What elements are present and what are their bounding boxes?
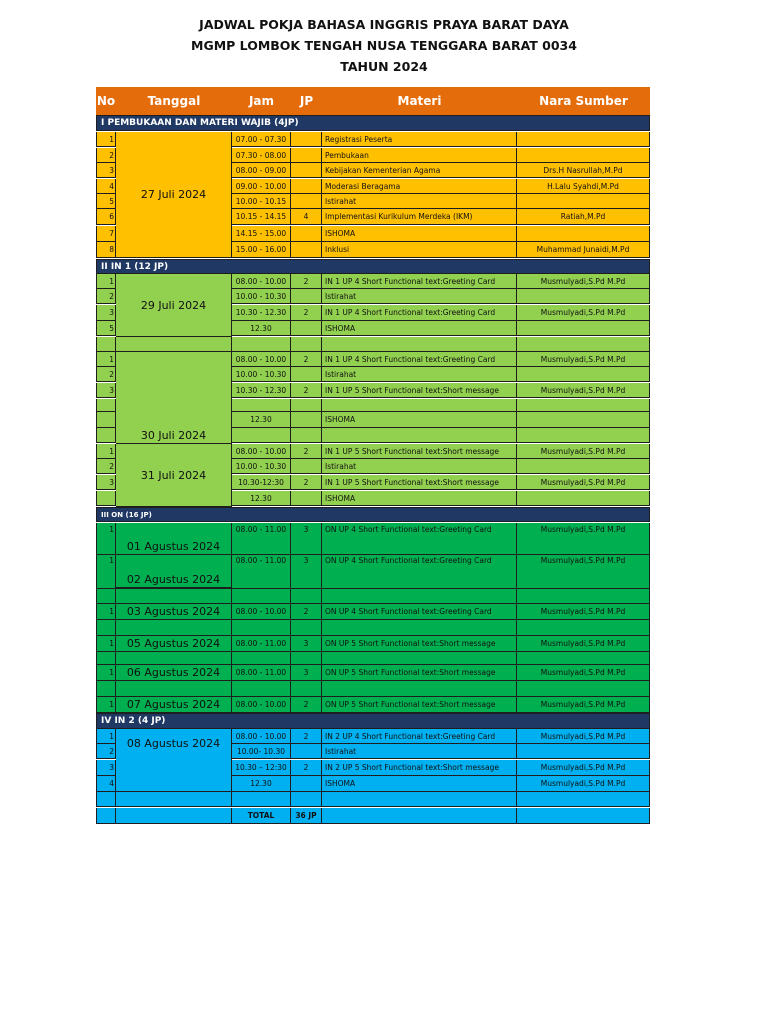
cell-no: 2: [96, 459, 116, 474]
tanggal-date: 30 Juli 2024: [116, 352, 232, 444]
cell-materi: Implementasi Kurikulum Merdeka (IKM): [322, 209, 517, 225]
cell-jam: 10.30 - 12.30: [232, 305, 291, 321]
cell-materi: Inklusi: [322, 242, 517, 258]
cell-nara: [517, 792, 650, 807]
cell-nara: Musmulyadi,S.Pd M.Pd: [517, 729, 650, 744]
cell-jam: 07.00 - 07.30: [232, 132, 291, 147]
table-row-spacer: [96, 588, 650, 604]
cell-nara: Musmulyadi,S.Pd M.Pd: [517, 352, 650, 367]
cell-jp: [291, 132, 322, 147]
table-cell: [96, 620, 116, 636]
table-cell: [322, 652, 517, 665]
cell-materi: IN 2 UP 5 Short Functional text:Short message: [322, 760, 517, 776]
header-jam: Jam: [248, 94, 275, 108]
cell-nara: [517, 459, 650, 474]
cell-nara: Musmulyadi,S.Pd M.Pd: [517, 383, 650, 398]
cell-jam: 10.00 - 10.15: [232, 194, 291, 209]
cell-jam: [232, 337, 291, 352]
cell-no: [96, 808, 116, 824]
cell-jam: 09.00 - 10.00: [232, 179, 291, 194]
cell-jp: 3: [291, 636, 322, 652]
cell-materi: IN 2 UP 4 Short Functional text:Greeting Card: [322, 729, 517, 744]
cell-materi: ON UP 4 Short Functional text:Greeting Card: [322, 555, 517, 589]
cell-jp: [291, 148, 322, 163]
cell-nara: [517, 428, 650, 443]
cell-materi: ISHOMA: [322, 226, 517, 242]
cell-materi: ON UP 5 Short Functional text:Short message: [322, 636, 517, 652]
cell-jp: [291, 289, 322, 304]
cell-nara: [517, 744, 650, 759]
cell-jp: 2: [291, 305, 322, 321]
cell-jam: 08.00 - 10.00: [232, 444, 291, 459]
cell-jam: 08.00 - 11.00: [232, 555, 291, 589]
cell-materi: Moderasi Beragama: [322, 179, 517, 194]
cell-materi: Istirahat: [322, 289, 517, 304]
cell-nara: [517, 399, 650, 412]
cell-nara: [517, 337, 650, 352]
cell-materi: ISHOMA: [322, 412, 517, 428]
cell-jam: 07.30 - 08.00: [232, 148, 291, 163]
cell-jam: 08.00 - 11.00: [232, 523, 291, 555]
cell-jam: 12.30: [232, 412, 291, 428]
cell-nara: [517, 321, 650, 336]
cell-jam: 08.00 - 10.00: [232, 274, 291, 289]
cell-materi: Istirahat: [322, 367, 517, 382]
cell-nara: [517, 808, 650, 824]
table-row: [96, 337, 650, 352]
cell-jp: 3: [291, 523, 322, 555]
cell-nara: Musmulyadi,S.Pd M.Pd: [517, 636, 650, 652]
cell-materi: Kebijakan Kementerian Agama: [322, 163, 517, 178]
cell-nara: Musmulyadi,S.Pd M.Pd: [517, 760, 650, 776]
cell-nara: Musmulyadi,S.Pd M.Pd: [517, 665, 650, 681]
cell-jp: [291, 399, 322, 412]
cell-no: 5: [96, 321, 116, 336]
cell-no: 1: [96, 132, 116, 147]
cell-materi: IN 1 UP 4 Short Functional text:Greeting Card: [322, 352, 517, 367]
section-header: III ON (16 JP): [96, 507, 650, 522]
cell-no: 2: [96, 148, 116, 163]
cell-no: 6: [96, 209, 116, 225]
cell-no: 3: [96, 760, 116, 776]
cell-nara: Musmulyadi,S.Pd M.Pd: [517, 444, 650, 459]
cell-jam: 10.00 - 10.30: [232, 459, 291, 474]
table-cell: [232, 588, 291, 604]
cell-materi: ISHOMA: [322, 321, 517, 336]
cell-no: 2: [96, 289, 116, 304]
cell-no: 5: [96, 194, 116, 209]
section-header: I PEMBUKAAN DAN MATERI WAJIB (4JP): [96, 115, 650, 131]
cell-nara: Ratiah,M.Pd: [517, 209, 650, 225]
cell-no: [96, 792, 116, 807]
table-row-spacer: [96, 620, 650, 636]
cell-jp: [291, 226, 322, 242]
cell-nara: H.Lalu Syahdi,M.Pd: [517, 179, 650, 194]
cell-materi: [322, 428, 517, 443]
cell-nara: Musmulyadi,S.Pd M.Pd: [517, 475, 650, 490]
cell-jam: 10.30-12:30: [232, 475, 291, 490]
table-cell: [116, 652, 232, 665]
cell-jp: 2: [291, 444, 322, 459]
cell-materi: ISHOMA: [322, 776, 517, 792]
cell-jam: 10.00 - 10.30: [232, 367, 291, 382]
cell-jp: [291, 412, 322, 428]
cell-no: 1: [96, 444, 116, 459]
cell-no: 1: [96, 274, 116, 289]
cell-materi: ON UP 4 Short Functional text:Greeting Card: [322, 604, 517, 620]
header-materi: Materi: [397, 94, 442, 108]
cell-materi: Registrasi Peserta: [322, 132, 517, 147]
table-cell: [517, 620, 650, 636]
cell-no: [96, 428, 116, 443]
cell-jp: 2: [291, 274, 322, 289]
cell-jam: 08.00 - 10.00: [232, 604, 291, 620]
cell-materi: IN 1 UP 4 Short Functional text:Greeting Card: [322, 305, 517, 321]
cell-no: 2: [96, 744, 116, 759]
cell-materi: ON UP 5 Short Functional text:Short message: [322, 697, 517, 713]
cell-no: [96, 399, 116, 412]
table-header: [96, 87, 650, 115]
cell-jam: 10.00- 10.30: [232, 744, 291, 759]
cell-jp: [291, 337, 322, 352]
table-cell: [116, 620, 232, 636]
table-cell: [116, 588, 232, 604]
cell-materi: Istirahat: [322, 194, 517, 209]
cell-nara: Musmulyadi,S.Pd M.Pd: [517, 555, 650, 589]
cell-jp: [291, 163, 322, 178]
title-line-3: TAHUN 2024: [340, 59, 428, 74]
cell-nara: [517, 412, 650, 428]
cell-nara: Musmulyadi,S.Pd M.Pd: [517, 274, 650, 289]
cell-no: 7: [96, 226, 116, 242]
cell-jp: 2: [291, 383, 322, 398]
cell-jp: 36 JP: [291, 808, 322, 824]
cell-jp: [291, 321, 322, 336]
table-cell: [291, 652, 322, 665]
cell-jam: 12.30: [232, 321, 291, 336]
table-cell: [116, 681, 232, 697]
header-jp: JP: [299, 94, 314, 108]
cell-jp: [291, 242, 322, 258]
cell-nara: Muhammad Junaidi,M.Pd: [517, 242, 650, 258]
table-cell: [291, 681, 322, 697]
table-cell: [232, 652, 291, 665]
cell-jam: 10.00 - 10.30: [232, 289, 291, 304]
cell-materi: Istirahat: [322, 459, 517, 474]
cell-nara: Musmulyadi,S.Pd M.Pd: [517, 776, 650, 792]
cell-no: 4: [96, 179, 116, 194]
table-cell: [96, 588, 116, 604]
cell-jam: 08.00 - 11.00: [232, 665, 291, 681]
cell-no: 3: [96, 383, 116, 398]
tanggal-cell: [116, 808, 232, 824]
table-cell: [322, 588, 517, 604]
table-row: [96, 808, 650, 824]
cell-jam: TOTAL: [232, 808, 291, 824]
cell-nara: [517, 491, 650, 506]
cell-jam: 08.00 - 10.00: [232, 697, 291, 713]
title-line-1: JADWAL POKJA BAHASA INGGRIS PRAYA BARAT DAYA: [199, 17, 569, 32]
table-cell: [291, 588, 322, 604]
table-cell: [232, 681, 291, 697]
cell-no: 3: [96, 475, 116, 490]
cell-no: [96, 412, 116, 428]
cell-jp: 2: [291, 604, 322, 620]
cell-nara: Musmulyadi,S.Pd M.Pd: [517, 523, 650, 555]
cell-no: 1: [96, 352, 116, 367]
cell-materi: [322, 792, 517, 807]
tanggal-date: 01 Agustus 2024: [116, 523, 232, 555]
section-header: II IN 1 (12 JP): [96, 259, 650, 274]
cell-jp: 3: [291, 555, 322, 589]
cell-no: 1: [96, 523, 116, 555]
cell-nara: [517, 194, 650, 209]
cell-nara: Musmulyadi,S.Pd M.Pd: [517, 604, 650, 620]
cell-jp: [291, 179, 322, 194]
cell-no: [96, 491, 116, 506]
cell-jam: 10.30 - 12.30: [232, 383, 291, 398]
table-cell: [232, 620, 291, 636]
table-cell: [517, 681, 650, 697]
cell-nara: [517, 226, 650, 242]
cell-nara: [517, 367, 650, 382]
tanggal-date: 02 Agustus 2024: [116, 555, 232, 588]
cell-jam: 12.30: [232, 776, 291, 792]
tanggal-date: 31 Juli 2024: [116, 444, 232, 507]
cell-materi: [322, 337, 517, 352]
cell-materi: IN 1 UP 4 Short Functional text:Greeting Card: [322, 274, 517, 289]
document-title: [0, 14, 768, 77]
table-cell: [291, 620, 322, 636]
table-row-spacer: [96, 652, 650, 665]
cell-no: 1: [96, 729, 116, 744]
table-cell: [322, 681, 517, 697]
cell-jp: [291, 491, 322, 506]
tanggal-date: 27 Juli 2024: [116, 132, 232, 258]
cell-jam: 12.30: [232, 491, 291, 506]
cell-materi: IN 1 UP 5 Short Functional text:Short message: [322, 475, 517, 490]
cell-no: [96, 337, 116, 352]
cell-jam: 15.00 - 16.00: [232, 242, 291, 258]
cell-no: 1: [96, 665, 116, 681]
cell-materi: Pembukaan: [322, 148, 517, 163]
cell-jp: 2: [291, 352, 322, 367]
tanggal-date: 29 Juli 2024: [116, 274, 232, 337]
cell-materi: Istirahat: [322, 744, 517, 759]
cell-nara: [517, 289, 650, 304]
table-row: [96, 792, 650, 807]
cell-materi: ON UP 4 Short Functional text:Greeting Card: [322, 523, 517, 555]
cell-jam: 08.00 - 10.00: [232, 729, 291, 744]
cell-no: 1: [96, 555, 116, 589]
cell-materi: IN 1 UP 5 Short Functional text:Short message: [322, 383, 517, 398]
tanggal-date: 05 Agustus 2024: [116, 636, 232, 652]
cell-no: 8: [96, 242, 116, 258]
cell-no: 4: [96, 776, 116, 792]
cell-jp: 2: [291, 729, 322, 744]
cell-nara: Drs.H Nasrullah,M.Pd: [517, 163, 650, 178]
cell-jp: 2: [291, 697, 322, 713]
tanggal-cell: [116, 792, 232, 807]
cell-no: 1: [96, 697, 116, 713]
table-cell: [517, 652, 650, 665]
tanggal-date: 08 Agustus 2024: [116, 729, 232, 792]
tanggal-date: 06 Agustus 2024: [116, 665, 232, 681]
cell-jp: [291, 367, 322, 382]
table-cell: [517, 588, 650, 604]
cell-jp: [291, 744, 322, 759]
cell-jp: [291, 194, 322, 209]
cell-jp: 2: [291, 475, 322, 490]
cell-nara: Musmulyadi,S.Pd M.Pd: [517, 305, 650, 321]
cell-jam: [232, 792, 291, 807]
cell-nara: [517, 132, 650, 147]
cell-materi: [322, 399, 517, 412]
cell-jam: 08.00 - 11.00: [232, 636, 291, 652]
cell-no: 1: [96, 604, 116, 620]
cell-nara: [517, 148, 650, 163]
header-tanggal: Tanggal: [147, 94, 201, 108]
title-line-2: MGMP LOMBOK TENGAH NUSA TENGGARA BARAT 0034: [191, 38, 577, 53]
cell-jam: 08.00 - 09.00: [232, 163, 291, 178]
header-nara-sumber: Nara Sumber: [539, 94, 628, 108]
cell-jp: [291, 776, 322, 792]
tanggal-cell: [116, 337, 232, 352]
cell-jp: [291, 428, 322, 443]
cell-materi: ISHOMA: [322, 491, 517, 506]
table-cell: [96, 652, 116, 665]
cell-no: 2: [96, 367, 116, 382]
tanggal-date: 03 Agustus 2024: [116, 604, 232, 620]
cell-jp: 2: [291, 760, 322, 776]
cell-jam: [232, 428, 291, 443]
tanggal-date: 07 Agustus 2024: [116, 697, 232, 713]
cell-jp: 3: [291, 665, 322, 681]
cell-materi: [322, 808, 517, 824]
cell-jam: 10.15 - 14.15: [232, 209, 291, 225]
section-header: IV IN 2 (4 JP): [96, 713, 650, 729]
cell-materi: ON UP 5 Short Functional text:Short message: [322, 665, 517, 681]
cell-jam: 10.30 – 12:30: [232, 760, 291, 776]
cell-no: 3: [96, 163, 116, 178]
cell-materi: IN 1 UP 5 Short Functional text:Short message: [322, 444, 517, 459]
cell-nara: Musmulyadi,S.Pd M.Pd: [517, 697, 650, 713]
cell-no: 3: [96, 305, 116, 321]
table-cell: [322, 620, 517, 636]
table-row-spacer: [96, 681, 650, 697]
cell-jam: 08.00 - 10.00: [232, 352, 291, 367]
header-no: No: [96, 94, 116, 108]
cell-jp: [291, 459, 322, 474]
cell-jam: 14.15 - 15.00: [232, 226, 291, 242]
cell-no: 1: [96, 636, 116, 652]
table-cell: [96, 681, 116, 697]
cell-jam: [232, 399, 291, 412]
cell-jp: 4: [291, 209, 322, 225]
cell-jp: [291, 792, 322, 807]
